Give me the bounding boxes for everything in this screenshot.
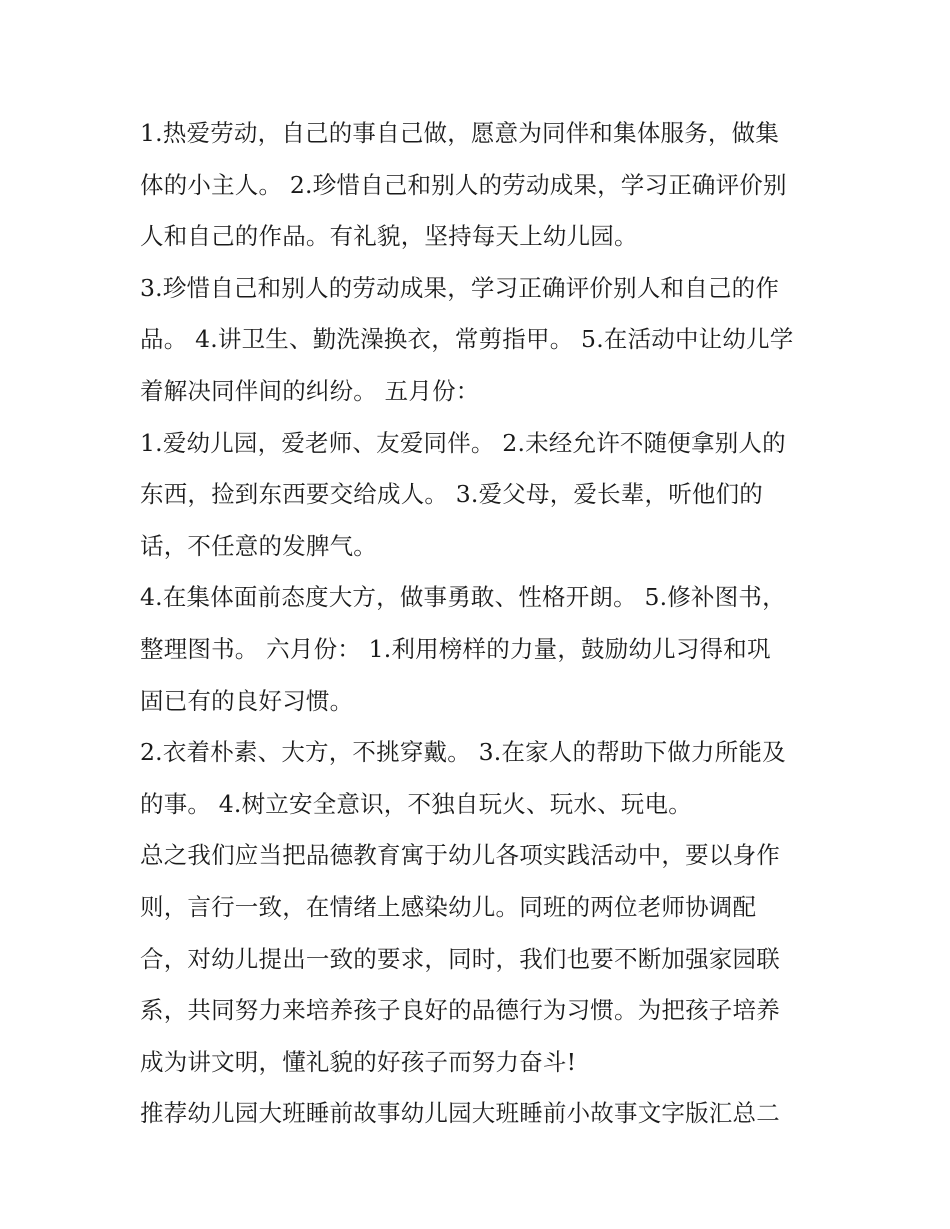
text-line: 体的小主人。 2.珍惜自己和别人的劳动成果，学习正确评价别 — [140, 170, 787, 199]
text-line: 人和自己的作品。有礼貌，坚持每天上幼儿园。 — [140, 222, 638, 251]
text-line: 1.热爱劳动，自己的事自己做，愿意为同伴和集体服务，做集 — [140, 119, 780, 147]
text-line: 总之我们应当把品德教育寓于幼儿各项实践活动中，要以身作 — [140, 841, 780, 870]
text-line: 推荐幼儿园大班睡前故事幼儿园大班睡前小故事文字版汇总二 — [140, 1099, 780, 1128]
text-line: 着解决同伴间的纠纷。 五月份： — [140, 376, 480, 405]
text-line: 1.爱幼儿园，爱老师、友爱同伴。 2.未经允许不随便拿别人的 — [140, 428, 786, 457]
text-line: 系，共同努力来培养孩子良好的品德行为习惯。为把孩子培养 — [140, 996, 780, 1025]
text-line: 则，言行一致，在情绪上感染幼儿。同班的两位老师协调配 — [140, 892, 757, 921]
paragraph-1 — [140, 108, 820, 263]
text-line: 固已有的良好习惯。 — [140, 686, 354, 715]
text-line: 成为讲文明，懂礼貌的好孩子而努力奋斗! — [140, 1047, 577, 1076]
text-line: 4.在集体面前态度大方，做事勇敢、性格开朗。 5.修补图书， — [140, 583, 786, 612]
paragraph-6 — [140, 830, 820, 1088]
text-line: 2.衣着朴素、大方，不挑穿戴。 3.在家人的帮助下做力所能及 — [140, 738, 786, 767]
paragraph-5 — [140, 727, 820, 830]
text-line: 3.珍惜自己和别人的劳动成果，学习正确评价别人和自己的作 — [140, 273, 780, 302]
text-line: 的事。 4.树立安全意识，不独自玩火、玩水、玩电。 — [140, 789, 692, 818]
text-line: 合，对幼儿提出一致的要求，同时，我们也要不断加强家园联 — [140, 944, 780, 973]
paragraph-4 — [140, 572, 820, 727]
text-line: 东西，捡到东西要交给成人。 3.爱父母，爱长辈，听他们的 — [140, 480, 763, 509]
paragraph-2 — [140, 263, 820, 418]
document-body — [140, 108, 820, 1140]
text-line: 话，不任意的发脾气。 — [140, 531, 377, 560]
text-line: 品。 4.讲卫生、勤洗澡换衣，常剪指甲。 5.在活动中让幼儿学 — [140, 325, 794, 354]
paragraph-7 — [140, 1088, 820, 1140]
paragraph-3 — [140, 418, 820, 573]
text-line: 整理图书。 六月份： 1.利用榜样的力量，鼓励幼儿习得和巩 — [140, 634, 771, 663]
